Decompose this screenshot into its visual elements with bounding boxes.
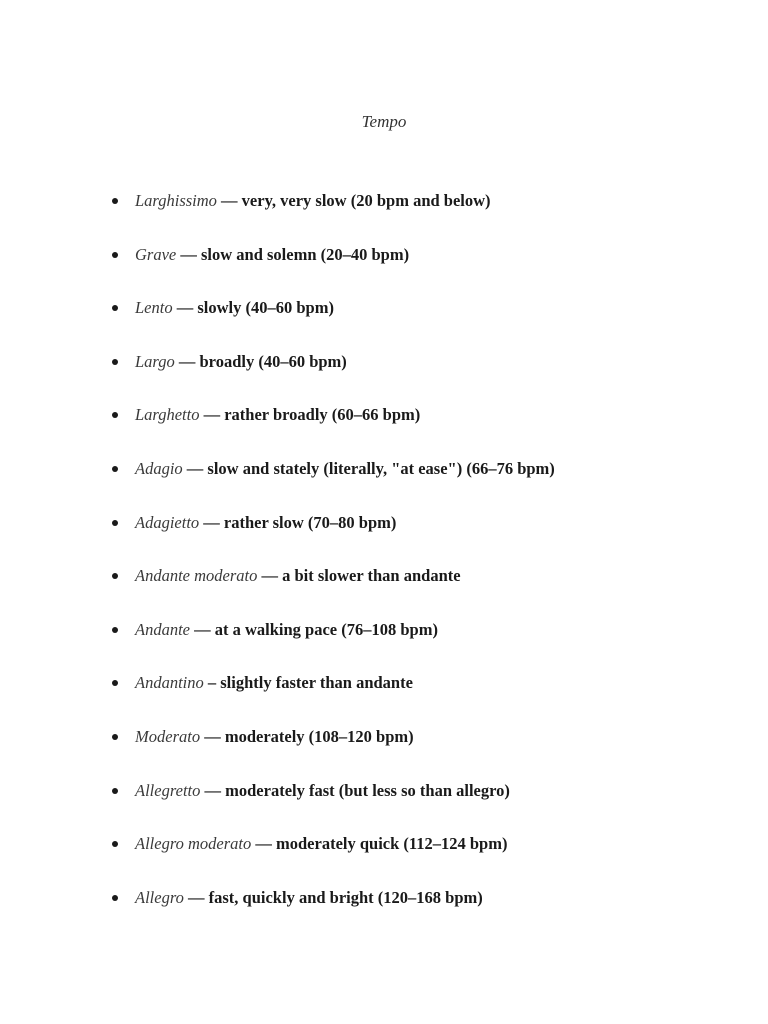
bullet-icon bbox=[112, 841, 118, 847]
separator: — bbox=[251, 834, 276, 854]
tempo-term: Andantino bbox=[135, 673, 204, 693]
tempo-description: rather slow (70–80 bpm) bbox=[223, 512, 397, 532]
bullet-icon bbox=[112, 734, 118, 740]
separator: — bbox=[172, 298, 198, 318]
bullet-icon bbox=[112, 466, 118, 472]
tempo-term: Allegro moderato bbox=[135, 834, 252, 854]
tempo-term: Largo bbox=[135, 351, 175, 371]
list-item-text bbox=[135, 350, 347, 374]
separator: — bbox=[174, 351, 200, 371]
tempo-term: Lento bbox=[135, 298, 173, 318]
bullet-icon bbox=[112, 895, 118, 901]
bullet-icon bbox=[112, 520, 118, 526]
tempo-description: slow and stately (literally, "at ease") (66–76 bpm) bbox=[207, 458, 555, 478]
tempo-term: Andante bbox=[135, 619, 190, 639]
separator: — bbox=[200, 726, 225, 746]
bullet-icon bbox=[112, 198, 118, 204]
list-item-text bbox=[135, 779, 510, 803]
tempo-description: moderately (108–120 bpm) bbox=[224, 726, 414, 746]
tempo-description: slow and solemn (20–40 bpm) bbox=[200, 244, 410, 264]
tempo-term: Moderato bbox=[135, 726, 201, 746]
list-item-text bbox=[135, 457, 555, 481]
tempo-description: moderately fast (but less so than allegro) bbox=[225, 780, 510, 800]
bullet-icon bbox=[112, 627, 118, 633]
list-item-text bbox=[135, 243, 409, 267]
list-item-text bbox=[135, 296, 334, 320]
list-item-text bbox=[135, 886, 483, 910]
separator: — bbox=[257, 566, 283, 586]
list-item-text bbox=[135, 832, 507, 856]
bullet-icon bbox=[112, 252, 118, 258]
bullet-icon bbox=[112, 305, 118, 311]
separator: — bbox=[182, 458, 208, 478]
tempo-term: Larghetto bbox=[135, 405, 200, 425]
list-item-text bbox=[135, 403, 420, 427]
tempo-description: slowly (40–60 bpm) bbox=[197, 298, 334, 318]
bullet-icon bbox=[112, 680, 118, 686]
tempo-term: Grave bbox=[135, 244, 177, 264]
tempo-term: Andante moderato bbox=[135, 566, 258, 586]
separator: — bbox=[183, 887, 209, 907]
list-item-text bbox=[135, 671, 413, 695]
bullet-icon bbox=[112, 359, 118, 365]
separator: — bbox=[216, 191, 242, 210]
tempo-term: Larghissimo bbox=[135, 191, 217, 210]
tempo-term: Allegro bbox=[135, 887, 184, 907]
tempo-description: moderately quick (112–124 bpm) bbox=[276, 834, 508, 854]
bullet-icon bbox=[112, 573, 118, 579]
separator: – bbox=[203, 673, 221, 693]
page-title: Tempo bbox=[361, 112, 407, 131]
separator: — bbox=[199, 405, 225, 425]
separator: — bbox=[190, 619, 215, 639]
list-item-text bbox=[135, 618, 438, 642]
separator: — bbox=[200, 780, 226, 800]
tempo-term: Adagio bbox=[135, 458, 183, 478]
separator: — bbox=[199, 512, 224, 532]
tempo-description: at a walking pace (76–108 bpm) bbox=[214, 619, 438, 639]
tempo-term: Adagietto bbox=[135, 512, 200, 532]
list-item-text bbox=[135, 564, 461, 588]
bullet-icon bbox=[112, 788, 118, 794]
tempo-description: fast, quickly and bright (120–168 bpm) bbox=[208, 887, 483, 907]
list-item-text bbox=[135, 511, 396, 535]
tempo-description: slightly faster than andante bbox=[220, 673, 413, 693]
tempo-description: very, very slow (20 bpm and below) bbox=[241, 191, 491, 210]
list-item-text bbox=[135, 725, 414, 749]
tempo-description: a bit slower than andante bbox=[282, 566, 461, 586]
tempo-description: rather broadly (60–66 bpm) bbox=[224, 405, 421, 425]
tempo-term: Allegretto bbox=[135, 780, 201, 800]
separator: — bbox=[176, 244, 201, 264]
bullet-icon bbox=[112, 412, 118, 418]
tempo-description: broadly (40–60 bpm) bbox=[199, 351, 347, 371]
list-item-text bbox=[135, 189, 491, 213]
